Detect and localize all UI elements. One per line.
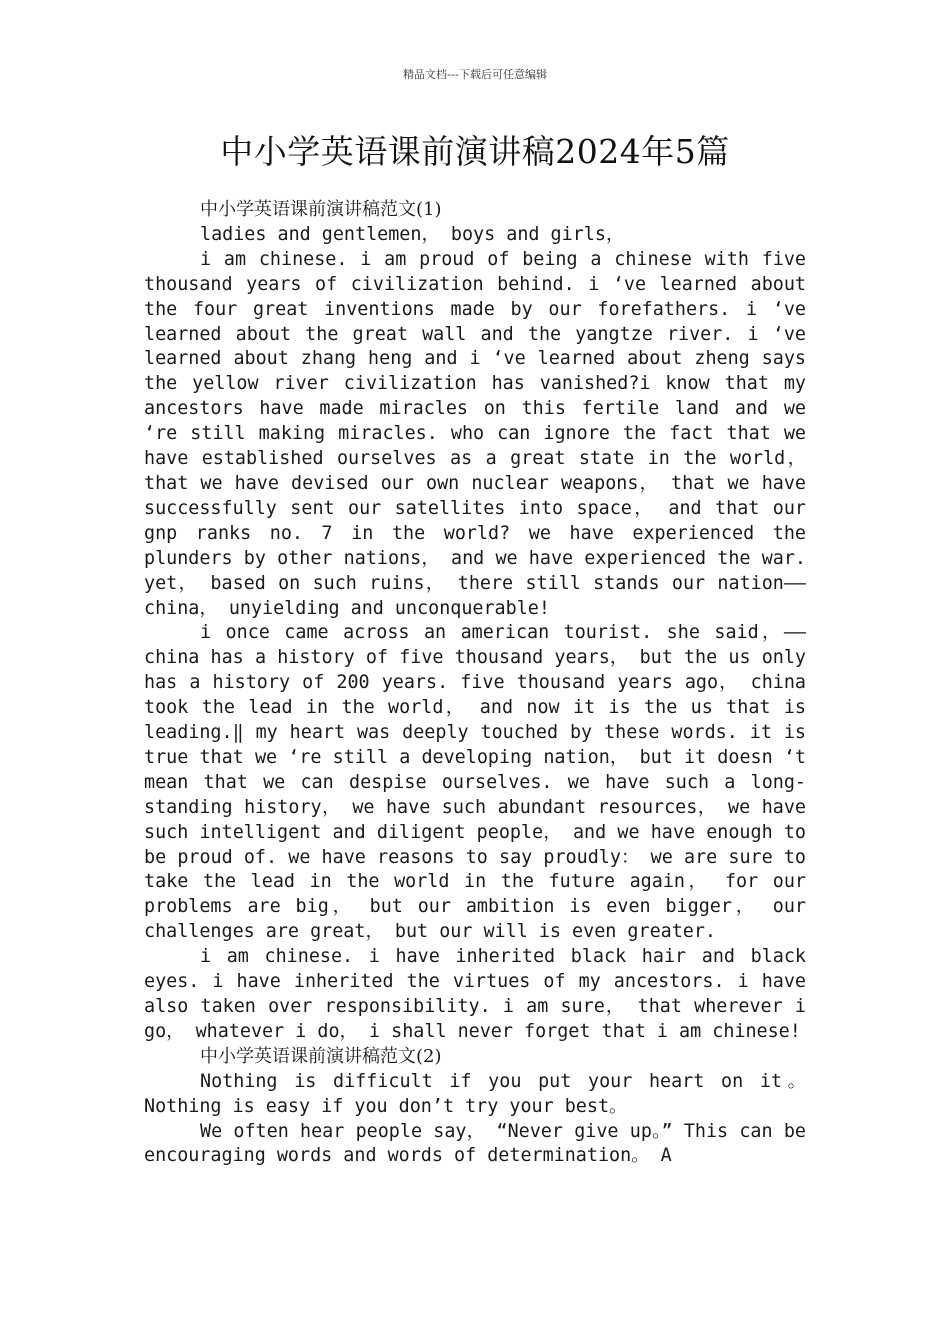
paragraph-5: We often hear people say， “Never give up。” This can be encouraging words and words of determination。 A xyxy=(144,1120,806,1167)
paragraph-2: i once came across an american tourist. she said，——china has a history of five thousand years， but the us only has a history of 200 years. five thousand years ago， china took the lead in the world， and now it is the us that is leading.‖ my heart was deeply touched by these words. it is true that we ‘re still a developing nation， but it doesn ‘t mean that we can despise ourselves. we have such a long-standing history， we have such abundant resources， we have such intelligent and diligent people， and we have enough to be proud of. we have reasons to say proudly： we are sure to take the lead in the world in the future again， for our problems are big， but our ambition is even bigger， our challenges are great， but our will is even greater. xyxy=(144,622,806,943)
section-heading-1: 中小学英语课前演讲稿范文(1) xyxy=(200,199,442,220)
paragraph-4: Nothing is difficult if you put your heart on it。 Nothing is easy if you don’t try your best。 xyxy=(144,1070,806,1117)
header-note: 精品文档---下载后可任意编辑 xyxy=(403,68,547,81)
section-heading-2: 中小学英语课前演讲稿范文(2) xyxy=(200,1045,442,1067)
paragraph-3: i am chinese. i have inherited black hair and black eyes. i have inherited the virtues of my ancestors. i have also taken over responsibility. i am sure， that wherever i go， whatever i do， i shall never forget that i am chinese! xyxy=(144,946,806,1042)
paragraph-1: i am chinese. i am proud of being a chinese with five thousand years of civilization behind. i ‘ve learned about the four great inventions made by our forefathers. i ‘ve learned about the great wall and the yangtze river. i ‘ve learned about zhang heng and i ‘ve learned about zheng says the yellow river civilization has vanished?i know that my ancestors have made miracles on this fertile land and we ‘re still making miracles. who can ignore the fact that we have established ourselves as a great state in the world， that we have devised our own nuclear weapons， that we have successfully sent our satellites into space， and that our gnp ranks no. 7 in the world? we have experienced the plunders by other nations， and we have experienced the war. yet， based on such ruins， there still stands our nation——china， unyielding and unconquerable! xyxy=(144,248,806,619)
document-title: 中小学英语课前演讲稿2024年5篇 xyxy=(220,132,730,171)
document-body xyxy=(144,198,806,1169)
salutation: ladies and gentlemen， boys and girls， xyxy=(200,223,625,245)
